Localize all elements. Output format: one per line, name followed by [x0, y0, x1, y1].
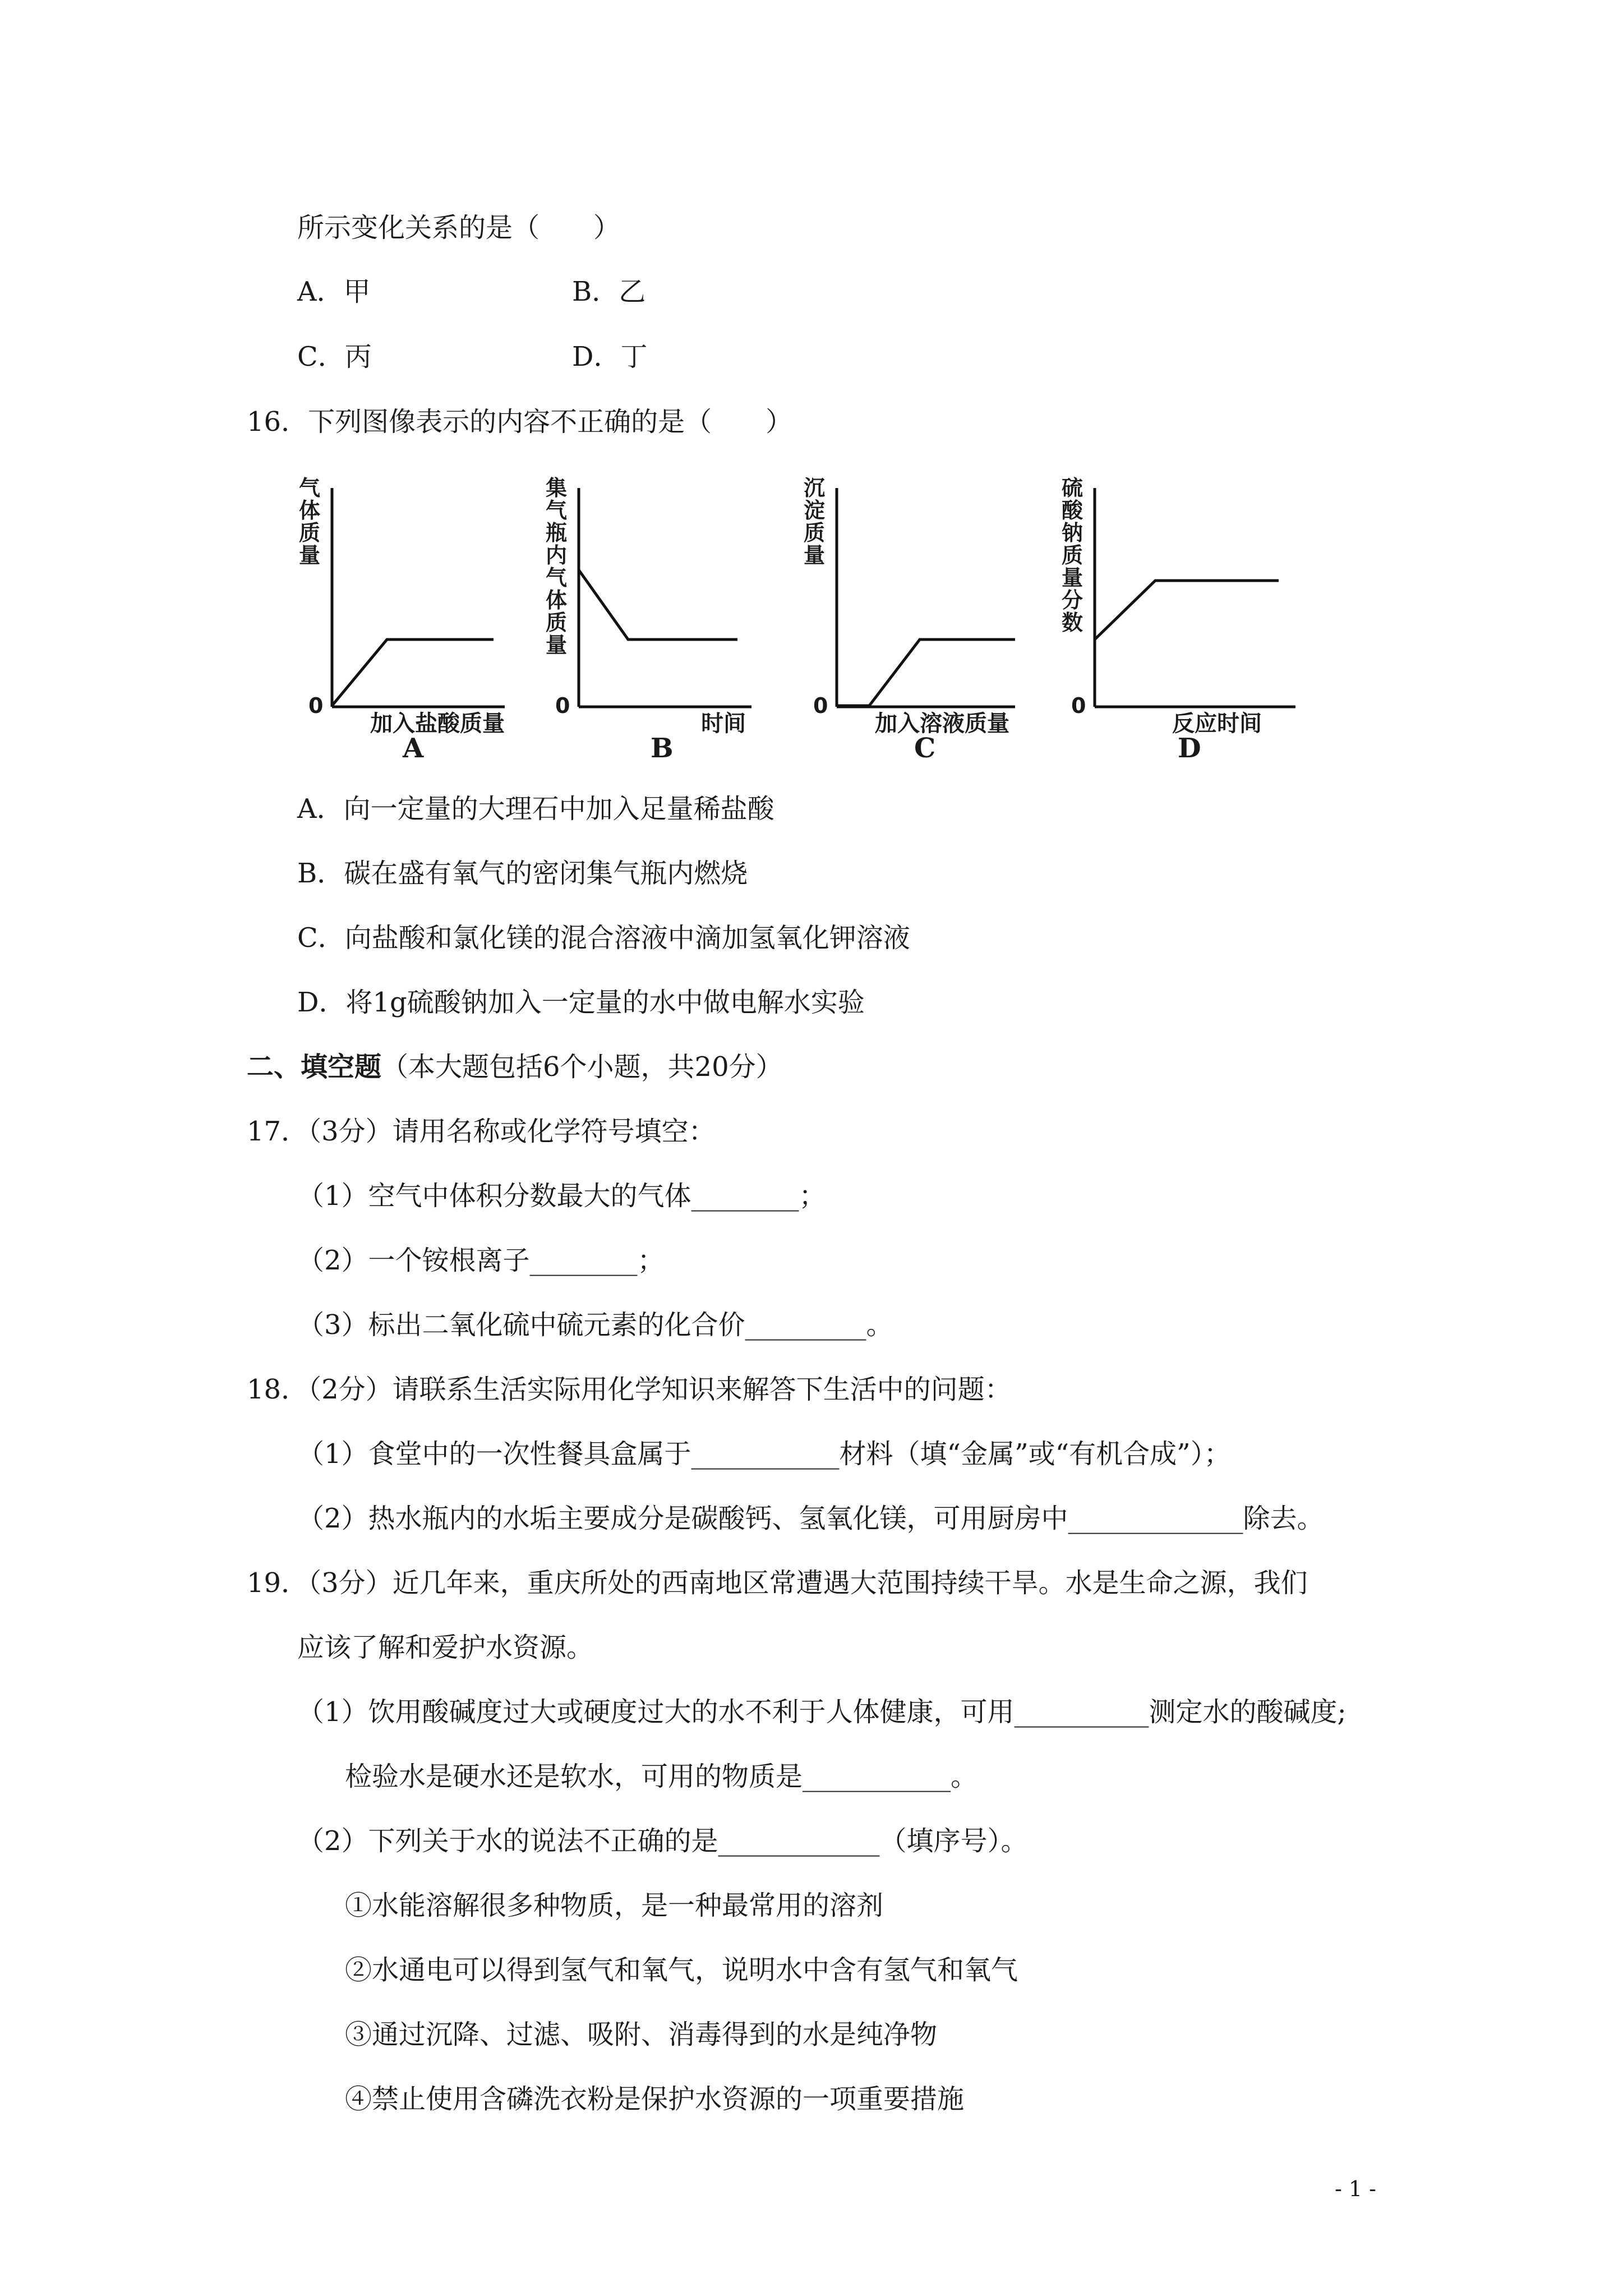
graph-d-letter: D — [1178, 733, 1201, 764]
graph-d-origin: 0 — [1071, 693, 1086, 718]
q16-option-c: C．向盐酸和氯化镁的混合溶液中滴加氢氧化钾溶液 — [297, 922, 910, 954]
q15-option-d — [572, 339, 648, 375]
option-text: 丙 — [344, 341, 372, 372]
q19-part-1-line-1: （1）饮用酸碱度过大或硬度过大的水不利于人体健康，可用__________测定水的酸碱度; — [297, 1696, 1347, 1728]
graph-a — [297, 477, 510, 769]
q15-option-b — [572, 274, 645, 310]
graph-a-ylabel: 气体质量 — [298, 476, 320, 568]
q18-stem: 18．（2分）请联系生活实际用化学知识来解答下生活中的问题： — [247, 1374, 1012, 1405]
q19-stem-line-2: 应该了解和爱护水资源。 — [297, 1632, 594, 1663]
graph-c-ylabel: 沉淀质量 — [803, 476, 825, 568]
q19-choice-3: ③通过沉降、过滤、吸附、消毒得到的水是纯净物 — [345, 2019, 938, 2050]
option-letter: B． — [572, 276, 619, 307]
graph-c-origin: 0 — [813, 693, 828, 718]
option-text: 丁 — [620, 341, 648, 372]
q16-option-a: A．向一定量的大理石中加入足量稀盐酸 — [297, 793, 774, 825]
q18-item-1: （1）食堂中的一次性餐具盒属于___________材料（填“金属”或“有机合成”）； — [297, 1438, 1231, 1470]
graph-c — [802, 477, 1026, 769]
graph-b-origin: 0 — [555, 693, 570, 718]
q17-item-1: （1）空气中体积分数最大的气体________； — [297, 1180, 826, 1212]
option-letter: A． — [297, 276, 344, 307]
graph-a-xlabel: 加入盐酸质量 — [370, 711, 505, 737]
q19-choice-2: ②水通电可以得到氢气和氧气，说明水中含有氢气和氧气 — [345, 1954, 1018, 1986]
page-number: - 1 - — [1335, 2177, 1377, 2201]
q19-part-2: （2）下列关于水的说法不正确的是____________（填序号）。 — [297, 1825, 1028, 1857]
graph-c-letter: C — [914, 733, 936, 764]
graph-c-xlabel: 加入溶液质量 — [875, 711, 1009, 737]
graph-d-ylabel: 硫酸钠质量分数 — [1061, 476, 1083, 635]
option-letter: D． — [572, 341, 621, 372]
option-letter: C． — [297, 341, 345, 372]
section-2-note: （本大题包括6个小题，共20分） — [381, 1051, 783, 1083]
graph-b-ylabel: 集气瓶内气体质量 — [545, 476, 567, 657]
q16-graphs — [297, 477, 1307, 769]
section-2-title: 二、填空题 — [247, 1051, 382, 1083]
q16-option-b: B．碳在盛有氧气的密闭集气瓶内燃烧 — [297, 858, 748, 889]
q19-choice-4: ④禁止使用含磷洗衣粉是保护水资源的一项重要措施 — [345, 2083, 965, 2115]
q16-option-d: D．将1g硫酸钠加入一定量的水中做电解水实验 — [297, 987, 865, 1018]
graph-b-xlabel: 时间 — [701, 711, 746, 737]
graph-d-xlabel: 反应时间 — [1172, 711, 1262, 737]
q17-item-3: （3）标出二氧化硫中硫元素的化合价_________。 — [297, 1309, 893, 1341]
q19-choice-1: ①水能溶解很多种物质，是一种最常用的溶剂 — [345, 1890, 884, 1921]
graph-a-origin: 0 — [308, 693, 324, 718]
q17-item-2: （2）一个铵根离子________； — [297, 1245, 665, 1276]
q15-option-c — [297, 339, 372, 375]
q19-part-1-line-2: 检验水是硬水还是软水，可用的物质是___________。 — [345, 1761, 978, 1792]
q16-stem: 16．下列图像表示的内容不正确的是（ ） — [247, 406, 793, 438]
section-2-heading — [247, 1049, 783, 1085]
graph-a-letter: A — [403, 733, 424, 764]
q15-stem-tail: 所示变化关系的是（ ） — [297, 212, 621, 243]
option-text: 甲 — [343, 276, 371, 307]
q15-option-a — [297, 274, 371, 310]
q19-stem-line-1: 19．（3分）近几年来，重庆所处的西南地区常遭遇大范围持续干旱。水是生命之源，我们 — [247, 1567, 1308, 1599]
q18-item-2: （2）热水瓶内的水垢主要成分是碳酸钙、氢氧化镁，可用厨房中_____________除去。 — [297, 1503, 1324, 1534]
graph-b — [544, 477, 768, 769]
q17-stem: 17．（3分）请用名称或化学符号填空： — [247, 1116, 716, 1147]
graph-d — [1060, 477, 1307, 769]
option-text: 乙 — [619, 276, 646, 307]
graph-b-letter: B — [651, 733, 674, 764]
